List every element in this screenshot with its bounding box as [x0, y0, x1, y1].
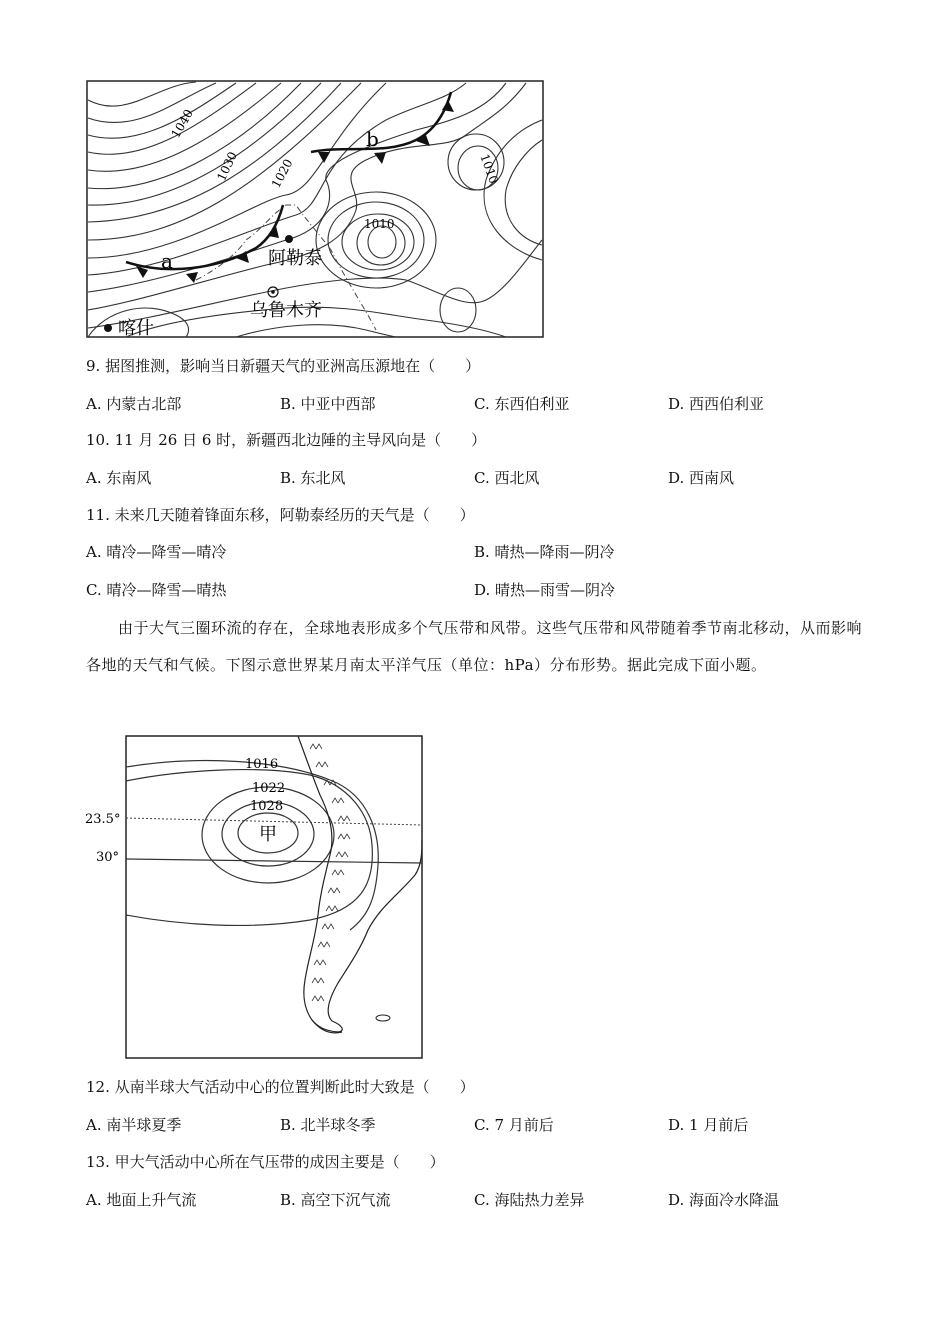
q12-stem: 12. 从南半球大气活动中心的位置判断此时大致是（ ） [86, 1078, 475, 1096]
q9-option-a[interactable]: A. 内蒙古北部 [86, 395, 182, 413]
front-a-triangles [136, 226, 279, 283]
q12-option-b[interactable]: B. 北半球冬季 [280, 1116, 376, 1134]
front-b-triangles [318, 100, 454, 164]
isobar-label-1010-center: 1010 [364, 217, 395, 231]
cold-front-a [126, 205, 283, 269]
isobar-label-1040: 1040 [168, 106, 196, 141]
q11-stem: 11. 未来几天随着锋面东移，阿勒泰经历的天气是（ ） [86, 506, 475, 524]
front-label-a: a [161, 249, 173, 273]
isobar-label-1022: 1022 [252, 781, 286, 796]
q13-stem: 13. 甲大气活动中心所在气压带的成因主要是（ ） [86, 1153, 445, 1171]
high-center-jia: 甲 [259, 824, 277, 845]
q12-option-a[interactable]: A. 南半球夏季 [86, 1116, 182, 1134]
isobar-label-1010-east: 1010 [477, 152, 501, 186]
q11-option-d[interactable]: D. 晴热—雨雪—阴冷 [474, 581, 616, 599]
q9-stem: 9. 据图推测，影响当日新疆天气的亚洲高压源地在（ ） [86, 357, 481, 375]
q10-option-d[interactable]: D. 西南风 [668, 469, 735, 487]
weather-map-xinjiang [86, 80, 544, 338]
lat-label-23-5: 23.5° [85, 812, 121, 827]
q10-option-c[interactable]: C. 西北风 [474, 469, 540, 487]
isobar-label-1030: 1030 [214, 149, 240, 184]
q13-option-c[interactable]: C. 海陆热力差异 [474, 1191, 585, 1209]
q11-option-a[interactable]: A. 晴冷—降雪—晴冷 [86, 543, 227, 561]
q10-option-a[interactable]: A. 东南风 [86, 469, 152, 487]
q12-option-c[interactable]: C. 7 月前后 [474, 1116, 554, 1134]
place-urumqi: 乌鲁木齐 [250, 300, 322, 321]
q13-option-b[interactable]: B. 高空下沉气流 [280, 1191, 391, 1209]
front-label-b: b [366, 127, 379, 151]
south-america-coast [298, 736, 422, 1032]
isobar-label-1028: 1028 [250, 799, 284, 814]
lat-label-30: 30° [96, 850, 120, 865]
q11-option-b[interactable]: B. 晴热—降雨—阴冷 [474, 543, 615, 561]
q10-option-b[interactable]: B. 东北风 [280, 469, 346, 487]
map1-isobars [88, 82, 542, 337]
isobar-label-1016: 1016 [245, 757, 279, 772]
q9-option-c[interactable]: C. 东西伯利亚 [474, 395, 570, 413]
q12-option-d[interactable]: D. 1 月前后 [668, 1116, 749, 1134]
kashgar-dot [104, 324, 112, 332]
q13-option-a[interactable]: A. 地面上升气流 [86, 1191, 197, 1209]
map1-frame [87, 81, 543, 337]
q9-option-b[interactable]: B. 中亚中西部 [280, 395, 376, 413]
intro-paragraph: 由于大气三圈环流的存在，全球地表形成多个气压带和风带。这些气压带和风带随着季节南北移动，从而影响各地的天气和气候。下图示意世界某月南太平洋气压（单位：hPa）分布形势。据此完成下面小题。 [86, 619, 863, 674]
q10-stem: 10. 11 月 26 日 6 时，新疆西北边陲的主导风向是（ ） [86, 431, 487, 449]
place-altay: 阿勒泰 [268, 248, 322, 269]
isobar-label-1020: 1020 [268, 156, 296, 191]
q13-option-d[interactable]: D. 海面冷水降温 [668, 1191, 780, 1209]
altay-dot [285, 235, 293, 243]
cold-front-b [311, 92, 451, 152]
q11-option-c[interactable]: C. 晴冷—降雪—晴热 [86, 581, 227, 599]
place-kashgar: 喀什 [118, 318, 154, 338]
q9-option-d[interactable]: D. 西西伯利亚 [668, 395, 765, 413]
pressure-map-south-pacific [80, 735, 425, 1060]
